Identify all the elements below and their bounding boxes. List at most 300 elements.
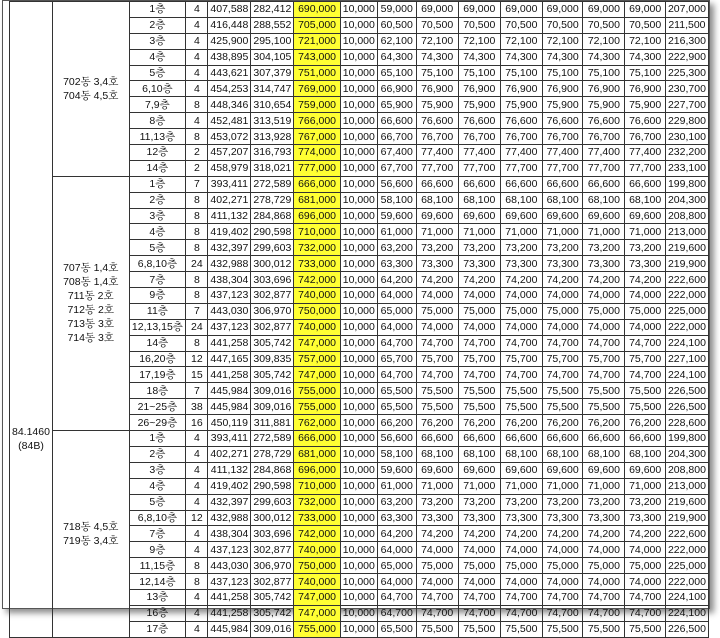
payment-cell: 69,000 <box>625 2 665 18</box>
payment-cell: 71,000 <box>500 478 542 494</box>
payment-cell: 75,000 <box>458 303 500 319</box>
sale-price-cell: 747,000 <box>294 335 340 351</box>
unit-count-cell: 24 <box>186 319 208 335</box>
payment-cell: 71,000 <box>542 224 582 240</box>
payment-cell: 71,000 <box>583 478 625 494</box>
payment-cell: 74,700 <box>458 589 500 605</box>
deposit-cell: 10,000 <box>340 240 377 256</box>
payment-cell: 75,100 <box>416 65 458 81</box>
payment-cell: 76,200 <box>583 415 625 431</box>
floor-cell: 1층 <box>129 2 186 18</box>
floor-cell: 11층 <box>129 303 186 319</box>
payment-cell: 72,100 <box>458 33 500 49</box>
payment-cell: 66,600 <box>625 176 665 192</box>
building-price-cell: 278,729 <box>251 446 294 462</box>
land-price-cell: 448,346 <box>208 97 251 113</box>
payment-cell: 75,500 <box>458 621 500 637</box>
payment-cell: 76,900 <box>458 81 500 97</box>
deposit-cell: 10,000 <box>340 494 377 510</box>
payment-cell: 75,000 <box>500 303 542 319</box>
floor-cell: 2층 <box>129 17 186 33</box>
floor-cell: 2층 <box>129 192 186 208</box>
unit-count-cell: 4 <box>186 526 208 542</box>
sale-price-cell: 710,000 <box>294 224 340 240</box>
land-price-cell: 432,988 <box>208 256 251 272</box>
payment-cell: 75,100 <box>625 65 665 81</box>
payment-cell: 70,500 <box>625 17 665 33</box>
payment-cell: 69,600 <box>458 462 500 478</box>
land-price-cell: 441,258 <box>208 589 251 605</box>
payment-cell: 73,300 <box>458 256 500 272</box>
payment-cell: 66,600 <box>542 431 582 447</box>
sale-price-cell: 750,000 <box>294 558 340 574</box>
payment-cell: 69,600 <box>500 208 542 224</box>
deposit-cell: 10,000 <box>340 510 377 526</box>
payment-cell: 75,700 <box>458 351 500 367</box>
building-price-cell: 313,928 <box>251 129 294 145</box>
payment-cell: 74,700 <box>500 335 542 351</box>
payment-cell: 72,100 <box>625 33 665 49</box>
payment-cell: 64,700 <box>377 605 416 621</box>
payment-cell: 76,900 <box>500 81 542 97</box>
land-price-cell: 425,900 <box>208 33 251 49</box>
deposit-cell: 10,000 <box>340 589 377 605</box>
balance-cell: 204,300 <box>665 446 708 462</box>
sale-price-cell: 767,000 <box>294 129 340 145</box>
payment-cell: 66,600 <box>583 176 625 192</box>
unit-count-cell: 8 <box>186 558 208 574</box>
balance-cell: 227,100 <box>665 351 708 367</box>
floor-cell: 13층 <box>129 589 186 605</box>
payment-cell: 75,000 <box>458 558 500 574</box>
payment-cell: 75,100 <box>583 65 625 81</box>
payment-cell: 69,000 <box>416 2 458 18</box>
sale-price-cell: 769,000 <box>294 81 340 97</box>
unit-count-cell: 8 <box>186 272 208 288</box>
building-price-cell: 306,970 <box>251 558 294 574</box>
building-price-cell: 299,603 <box>251 494 294 510</box>
payment-cell: 74,300 <box>500 49 542 65</box>
building-price-cell: 300,012 <box>251 510 294 526</box>
payment-cell: 73,200 <box>625 494 665 510</box>
payment-cell: 73,200 <box>500 240 542 256</box>
floor-cell: 3층 <box>129 33 186 49</box>
payment-cell: 74,700 <box>583 589 625 605</box>
payment-cell: 65,100 <box>377 65 416 81</box>
building-price-cell: 272,589 <box>251 176 294 192</box>
payment-cell: 75,500 <box>583 383 625 399</box>
balance-cell: 219,600 <box>665 240 708 256</box>
payment-cell: 74,700 <box>500 589 542 605</box>
payment-cell: 74,000 <box>542 288 582 304</box>
building-price-cell: 278,729 <box>251 192 294 208</box>
payment-cell: 77,700 <box>625 160 665 176</box>
payment-cell: 77,400 <box>583 145 625 161</box>
payment-cell: 71,000 <box>416 478 458 494</box>
payment-cell: 74,700 <box>458 335 500 351</box>
building-price-cell: 309,016 <box>251 383 294 399</box>
sale-price-cell: 755,000 <box>294 383 340 399</box>
payment-cell: 75,000 <box>542 558 582 574</box>
balance-cell: 226,500 <box>665 399 708 415</box>
payment-cell: 74,700 <box>542 367 582 383</box>
sale-price-cell: 733,000 <box>294 256 340 272</box>
payment-cell: 76,200 <box>542 415 582 431</box>
payment-cell: 73,300 <box>500 510 542 526</box>
payment-cell: 74,700 <box>500 605 542 621</box>
building-price-cell: 309,016 <box>251 621 294 637</box>
balance-cell: 211,500 <box>665 17 708 33</box>
payment-cell: 74,300 <box>416 49 458 65</box>
payment-cell: 66,600 <box>458 431 500 447</box>
payment-cell: 75,500 <box>416 383 458 399</box>
payment-cell: 63,300 <box>377 510 416 526</box>
land-price-cell: 441,258 <box>208 367 251 383</box>
payment-cell: 75,000 <box>625 303 665 319</box>
balance-cell: 233,100 <box>665 160 708 176</box>
balance-cell: 222,600 <box>665 272 708 288</box>
area-label: 84.1460 (84B) <box>10 2 53 638</box>
payment-cell: 72,100 <box>500 33 542 49</box>
floor-cell: 18층 <box>129 383 186 399</box>
payment-cell: 76,700 <box>625 129 665 145</box>
payment-cell: 75,500 <box>416 399 458 415</box>
payment-cell: 65,000 <box>377 558 416 574</box>
payment-cell: 75,500 <box>542 399 582 415</box>
deposit-cell: 10,000 <box>340 97 377 113</box>
balance-cell: 216,300 <box>665 33 708 49</box>
land-price-cell: 416,448 <box>208 17 251 33</box>
sale-price-cell: 732,000 <box>294 240 340 256</box>
unit-count-cell: 4 <box>186 478 208 494</box>
payment-cell: 76,900 <box>583 81 625 97</box>
balance-cell: 219,900 <box>665 256 708 272</box>
floor-cell: 6,10층 <box>129 81 186 97</box>
sale-price-cell: 740,000 <box>294 319 340 335</box>
floor-cell: 17층 <box>129 621 186 637</box>
payment-cell: 65,700 <box>377 351 416 367</box>
deposit-cell: 10,000 <box>340 542 377 558</box>
payment-cell: 68,100 <box>583 192 625 208</box>
payment-cell: 74,300 <box>625 49 665 65</box>
payment-cell: 75,000 <box>583 303 625 319</box>
payment-cell: 77,400 <box>416 145 458 161</box>
land-price-cell: 441,258 <box>208 605 251 621</box>
unit-count-cell: 2 <box>186 160 208 176</box>
sale-price-cell: 743,000 <box>294 49 340 65</box>
deposit-cell: 10,000 <box>340 288 377 304</box>
payment-cell: 76,900 <box>625 81 665 97</box>
deposit-cell: 10,000 <box>340 621 377 637</box>
payment-cell: 75,000 <box>416 303 458 319</box>
land-price-cell: 411,132 <box>208 462 251 478</box>
unit-count-cell: 4 <box>186 446 208 462</box>
building-price-cell: 284,868 <box>251 208 294 224</box>
sale-price-cell: 759,000 <box>294 97 340 113</box>
balance-cell: 222,900 <box>665 49 708 65</box>
payment-cell: 73,200 <box>625 240 665 256</box>
payment-cell: 75,100 <box>500 65 542 81</box>
payment-cell: 69,600 <box>542 462 582 478</box>
unit-count-cell: 8 <box>186 288 208 304</box>
payment-cell: 74,000 <box>542 319 582 335</box>
deposit-cell: 10,000 <box>340 303 377 319</box>
building-price-cell: 300,012 <box>251 256 294 272</box>
land-price-cell: 419,402 <box>208 478 251 494</box>
payment-cell: 74,300 <box>583 49 625 65</box>
payment-cell: 74,000 <box>416 574 458 590</box>
sale-price-cell: 777,000 <box>294 160 340 176</box>
deposit-cell: 10,000 <box>340 192 377 208</box>
payment-cell: 75,700 <box>500 351 542 367</box>
balance-cell: 207,000 <box>665 2 708 18</box>
unit-count-cell: 8 <box>186 224 208 240</box>
land-price-cell: 441,258 <box>208 335 251 351</box>
sale-price-cell: 740,000 <box>294 288 340 304</box>
payment-cell: 74,000 <box>625 574 665 590</box>
land-price-cell: 443,030 <box>208 303 251 319</box>
payment-cell: 68,100 <box>542 192 582 208</box>
land-price-cell: 432,397 <box>208 494 251 510</box>
payment-cell: 74,000 <box>500 542 542 558</box>
deposit-cell: 10,000 <box>340 160 377 176</box>
floor-cell: 5층 <box>129 494 186 510</box>
payment-cell: 75,000 <box>583 558 625 574</box>
deposit-cell: 10,000 <box>340 605 377 621</box>
payment-cell: 74,700 <box>625 367 665 383</box>
building-price-cell: 303,696 <box>251 272 294 288</box>
unit-count-cell: 8 <box>186 208 208 224</box>
payment-cell: 75,700 <box>416 351 458 367</box>
floor-cell: 7,9층 <box>129 97 186 113</box>
unit-count-cell: 4 <box>186 81 208 97</box>
payment-cell: 76,700 <box>583 129 625 145</box>
document-frame <box>2 0 710 636</box>
payment-cell: 74,000 <box>416 319 458 335</box>
payment-cell: 73,200 <box>583 494 625 510</box>
building-price-cell: 311,881 <box>251 415 294 431</box>
payment-cell: 75,500 <box>542 383 582 399</box>
payment-cell: 74,300 <box>458 49 500 65</box>
price-table-body <box>10 2 709 638</box>
payment-cell: 73,300 <box>542 256 582 272</box>
unit-count-cell: 4 <box>186 17 208 33</box>
payment-cell: 74,000 <box>416 542 458 558</box>
building-price-cell: 290,598 <box>251 478 294 494</box>
payment-cell: 64,700 <box>377 589 416 605</box>
deposit-cell: 10,000 <box>340 272 377 288</box>
payment-cell: 74,700 <box>416 589 458 605</box>
floor-cell: 1층 <box>129 431 186 447</box>
balance-cell: 199,800 <box>665 431 708 447</box>
payment-cell: 74,000 <box>625 288 665 304</box>
payment-cell: 68,100 <box>542 446 582 462</box>
unit-count-cell: 7 <box>186 303 208 319</box>
payment-cell: 74,700 <box>583 605 625 621</box>
building-price-cell: 307,379 <box>251 65 294 81</box>
payment-cell: 71,000 <box>500 224 542 240</box>
deposit-cell: 10,000 <box>340 208 377 224</box>
deposit-cell: 10,000 <box>340 399 377 415</box>
payment-cell: 67,400 <box>377 145 416 161</box>
building-price-cell: 313,519 <box>251 113 294 129</box>
deposit-cell: 10,000 <box>340 145 377 161</box>
payment-cell: 58,100 <box>377 192 416 208</box>
payment-cell: 59,600 <box>377 462 416 478</box>
unit-count-cell: 8 <box>186 574 208 590</box>
unit-count-cell: 24 <box>186 256 208 272</box>
deposit-cell: 10,000 <box>340 367 377 383</box>
payment-cell: 70,500 <box>458 17 500 33</box>
payment-cell: 68,100 <box>625 192 665 208</box>
payment-cell: 74,700 <box>625 605 665 621</box>
payment-cell: 75,100 <box>458 65 500 81</box>
deposit-cell: 10,000 <box>340 256 377 272</box>
payment-cell: 69,000 <box>542 2 582 18</box>
payment-cell: 74,700 <box>416 605 458 621</box>
sale-price-cell: 710,000 <box>294 478 340 494</box>
balance-cell: 229,800 <box>665 113 708 129</box>
unit-count-cell: 12 <box>186 351 208 367</box>
payment-cell: 63,200 <box>377 494 416 510</box>
payment-cell: 68,100 <box>458 192 500 208</box>
sale-price-cell: 751,000 <box>294 65 340 81</box>
payment-cell: 75,500 <box>500 383 542 399</box>
land-price-cell: 457,207 <box>208 145 251 161</box>
payment-cell: 68,100 <box>416 446 458 462</box>
payment-cell: 71,000 <box>625 478 665 494</box>
floor-cell: 14층 <box>129 160 186 176</box>
building-price-cell: 316,793 <box>251 145 294 161</box>
payment-cell: 74,000 <box>583 542 625 558</box>
payment-cell: 63,300 <box>377 256 416 272</box>
balance-cell: 213,000 <box>665 224 708 240</box>
deposit-cell: 10,000 <box>340 351 377 367</box>
payment-cell: 73,200 <box>542 494 582 510</box>
building-price-cell: 282,412 <box>251 2 294 18</box>
payment-cell: 76,600 <box>458 113 500 129</box>
building-price-cell: 305,742 <box>251 367 294 383</box>
balance-cell: 222,000 <box>665 288 708 304</box>
sale-price-cell: 690,000 <box>294 2 340 18</box>
payment-cell: 74,000 <box>416 288 458 304</box>
payment-cell: 66,600 <box>416 176 458 192</box>
payment-cell: 73,300 <box>416 256 458 272</box>
payment-cell: 69,000 <box>583 2 625 18</box>
balance-cell: 230,700 <box>665 81 708 97</box>
unit-count-cell: 2 <box>186 145 208 161</box>
payment-cell: 74,700 <box>625 589 665 605</box>
land-price-cell: 452,481 <box>208 113 251 129</box>
floor-cell: 4층 <box>129 224 186 240</box>
payment-cell: 77,700 <box>583 160 625 176</box>
payment-cell: 66,600 <box>583 431 625 447</box>
payment-cell: 73,200 <box>416 240 458 256</box>
payment-cell: 69,600 <box>458 208 500 224</box>
sale-price-cell: 747,000 <box>294 589 340 605</box>
building-price-cell: 309,016 <box>251 399 294 415</box>
payment-cell: 76,200 <box>416 415 458 431</box>
deposit-cell: 10,000 <box>340 319 377 335</box>
floor-cell: 11,15층 <box>129 558 186 574</box>
payment-cell: 76,200 <box>500 415 542 431</box>
deposit-cell: 10,000 <box>340 2 377 18</box>
payment-cell: 74,200 <box>625 272 665 288</box>
sale-price-cell: 755,000 <box>294 621 340 637</box>
payment-cell: 66,200 <box>377 415 416 431</box>
payment-cell: 77,400 <box>500 145 542 161</box>
sale-price-cell: 681,000 <box>294 446 340 462</box>
payment-cell: 77,400 <box>458 145 500 161</box>
payment-cell: 73,300 <box>500 256 542 272</box>
land-price-cell: 454,253 <box>208 81 251 97</box>
deposit-cell: 10,000 <box>340 49 377 65</box>
unit-count-cell: 8 <box>186 192 208 208</box>
building-price-cell: 302,877 <box>251 288 294 304</box>
unit-count-cell: 4 <box>186 113 208 129</box>
sale-price-cell: 747,000 <box>294 605 340 621</box>
payment-cell: 74,200 <box>416 272 458 288</box>
payment-cell: 73,300 <box>542 510 582 526</box>
payment-cell: 74,000 <box>583 288 625 304</box>
balance-cell: 224,100 <box>665 589 708 605</box>
unit-count-cell: 8 <box>186 97 208 113</box>
floor-cell: 26~29층 <box>129 415 186 431</box>
payment-cell: 75,900 <box>458 97 500 113</box>
land-price-cell: 402,271 <box>208 446 251 462</box>
payment-cell: 77,700 <box>500 160 542 176</box>
unit-count-cell: 8 <box>186 240 208 256</box>
payment-cell: 69,000 <box>500 2 542 18</box>
building-price-cell: 304,105 <box>251 49 294 65</box>
building-price-cell: 284,868 <box>251 462 294 478</box>
payment-cell: 74,700 <box>458 367 500 383</box>
payment-cell: 69,600 <box>500 462 542 478</box>
sale-price-cell: 721,000 <box>294 33 340 49</box>
building-price-cell: 305,742 <box>251 589 294 605</box>
payment-cell: 69,000 <box>458 2 500 18</box>
land-price-cell: 437,123 <box>208 288 251 304</box>
payment-cell: 56,600 <box>377 176 416 192</box>
payment-cell: 76,600 <box>625 113 665 129</box>
payment-cell: 74,000 <box>500 288 542 304</box>
payment-cell: 68,100 <box>416 192 458 208</box>
deposit-cell: 10,000 <box>340 431 377 447</box>
payment-cell: 68,100 <box>458 446 500 462</box>
sale-price-cell: 742,000 <box>294 526 340 542</box>
balance-cell: 204,300 <box>665 192 708 208</box>
deposit-cell: 10,000 <box>340 33 377 49</box>
sale-price-cell: 740,000 <box>294 542 340 558</box>
payment-cell: 64,000 <box>377 319 416 335</box>
land-price-cell: 393,411 <box>208 431 251 447</box>
payment-cell: 68,100 <box>583 446 625 462</box>
sale-price-cell: 733,000 <box>294 510 340 526</box>
building-price-cell: 314,747 <box>251 81 294 97</box>
building-price-cell: 306,970 <box>251 303 294 319</box>
building-price-cell: 290,598 <box>251 224 294 240</box>
payment-cell: 66,600 <box>377 113 416 129</box>
land-price-cell: 458,979 <box>208 160 251 176</box>
deposit-cell: 10,000 <box>340 129 377 145</box>
payment-cell: 71,000 <box>583 224 625 240</box>
balance-cell: 230,100 <box>665 129 708 145</box>
land-price-cell: 419,402 <box>208 224 251 240</box>
land-price-cell: 438,304 <box>208 272 251 288</box>
unit-count-cell: 4 <box>186 542 208 558</box>
payment-cell: 69,600 <box>583 462 625 478</box>
payment-cell: 75,700 <box>625 351 665 367</box>
